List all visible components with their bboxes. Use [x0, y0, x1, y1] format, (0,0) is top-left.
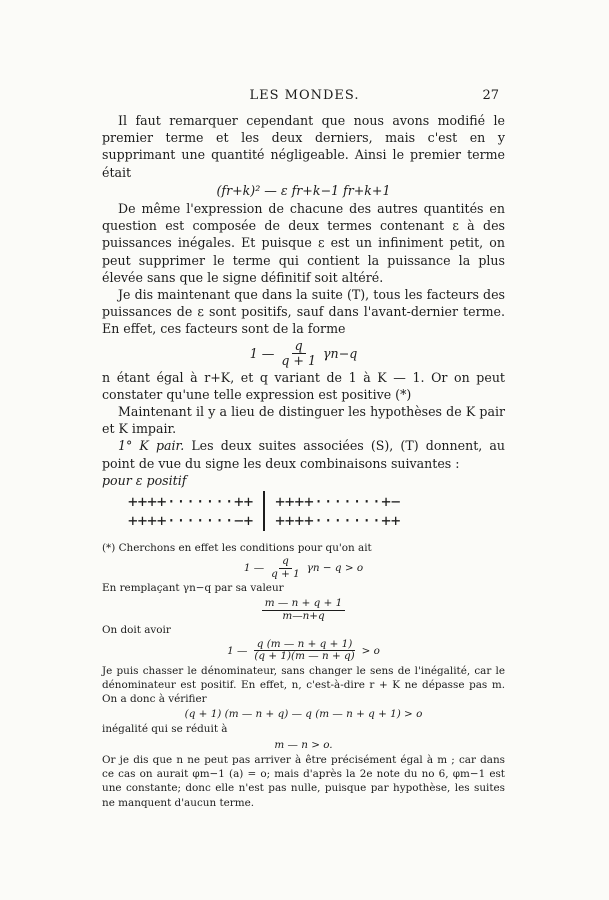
fraction-denominator: q + 1	[271, 567, 300, 580]
footnote-line-3: On doit avoir	[102, 624, 171, 637]
fraction-numerator: q (m — n + q + 1)	[254, 639, 356, 652]
footnote-line-5: inégalité qui se réduit à	[102, 723, 228, 736]
main-text	[102, 112, 505, 810]
sign-row: ++++·······++	[275, 511, 401, 531]
fraction-numerator: q	[292, 339, 306, 354]
vertical-divider	[263, 491, 265, 531]
equation-factor-form	[102, 339, 505, 368]
paragraph-6-text: Les deux suites associées (S), (T) donnent, au point de vue du signe les deux combinaisons suivantes :	[102, 438, 506, 471]
fraction-denominator: m—n+q	[282, 609, 325, 622]
fraction-denominator: q + 1	[281, 352, 316, 368]
footnote-equation-4-text: (q + 1) (m — n + q) — q (m — n + q + 1) > o	[184, 708, 423, 721]
footnote-equation-3	[102, 639, 505, 663]
page-header	[0, 88, 609, 106]
footnote-equation-5	[102, 738, 505, 752]
paragraph-6	[102, 437, 505, 471]
footnote-equation-1-lead: 1 —	[243, 562, 265, 575]
footnote-equation-2	[102, 596, 505, 622]
footnote-equation-3-lead: 1 —	[227, 644, 248, 657]
equation-first-term-text: (fr+k)² — ε fr+k−1 fr+k+1	[216, 182, 391, 198]
footnote-equation-1-tail: γn − q > o	[306, 562, 364, 575]
running-title: LES MONDES.	[249, 88, 360, 103]
footnote-equation-1	[102, 556, 505, 580]
sign-row: ++++·······++	[128, 492, 254, 512]
footnote	[102, 541, 505, 810]
footnote-equation-5-text: m — n > o.	[274, 738, 333, 751]
footnote-equation-2-fraction	[262, 598, 345, 622]
paragraph-2: De même l'expression de chacune des autres quantités en question est composée de deux termes contenant ε à des puissances inégales. Et puisque ε est un infiniment petit, on peut supprimer le terme qui contient la puissance la plus élevée sans que le signe définitif soit altéré.	[102, 201, 505, 285]
footnote-equation-3-fraction	[251, 639, 357, 663]
page-number: 27	[482, 88, 499, 103]
footnote-equation-1-fraction	[268, 556, 303, 580]
paragraph-4: n étant égal à r+K, et q variant de 1 à K — 1. Or on peut constater qu'une telle expression est positive (*)	[102, 369, 505, 402]
equation-factor-tail: γn−q	[323, 345, 358, 361]
sign-row: ++++·······−+	[128, 511, 254, 531]
equation-factor-lead: 1 —	[249, 345, 275, 361]
fraction-numerator: m — n + q + 1	[262, 598, 345, 611]
sign-column-right	[275, 492, 400, 530]
sign-column-left	[128, 492, 253, 530]
paragraph-7: pour ε positif	[102, 472, 187, 488]
sign-row: ++++·······+−	[275, 492, 401, 512]
paragraph-5: Maintenant il y a lieu de distinguer les hypothèses de K pair et K impair.	[102, 404, 505, 437]
paragraph-3: Je dis maintenant que dans la suite (T), tous les facteurs des puissances de ε sont positifs, sauf dans l'avant-dernier terme. En effet, ces facteurs sont de la forme	[102, 287, 505, 337]
footnote-equation-3-tail: > o	[361, 644, 380, 657]
footnote-line-2: En remplaçant γn−q par sa valeur	[102, 582, 284, 595]
fraction-numerator: q	[279, 556, 292, 569]
equation-first-term	[102, 182, 505, 199]
fraction-denominator: (q + 1)(m — n + q)	[254, 650, 355, 663]
sign-combinations	[128, 491, 505, 531]
footnote-line-1: (*) Cherchons en effet les conditions pour qu'on ait	[102, 542, 372, 555]
footnote-line-4: Je puis chasser le dénominateur, sans changer le sens de l'inégalité, car le dénominateur est positif. En effet, n, c'est-à-dire r + K ne dépasse pas m. On a donc à vérifier	[102, 664, 505, 706]
case-heading: 1° K pair.	[118, 438, 185, 454]
footnote-equation-4	[102, 707, 505, 721]
paragraph-1: Il faut remarquer cependant que nous avons modifié le premier terme et les deux derniers, mais c'est en y supprimant une quantité négligeable. Ainsi le premier terme était	[102, 113, 505, 180]
footnote-line-6: Or je dis que n ne peut pas arriver à être précisément égal à m ; car dans ce cas on aurait φm−1 (a) = o; mais d'après la 2e note du no 6, φm−1 est une constante; donc elle n'est pas nulle, puisque par hypothèse, les suites ne manquent d'aucun terme.	[102, 753, 505, 809]
equation-factor-fraction	[278, 339, 319, 368]
